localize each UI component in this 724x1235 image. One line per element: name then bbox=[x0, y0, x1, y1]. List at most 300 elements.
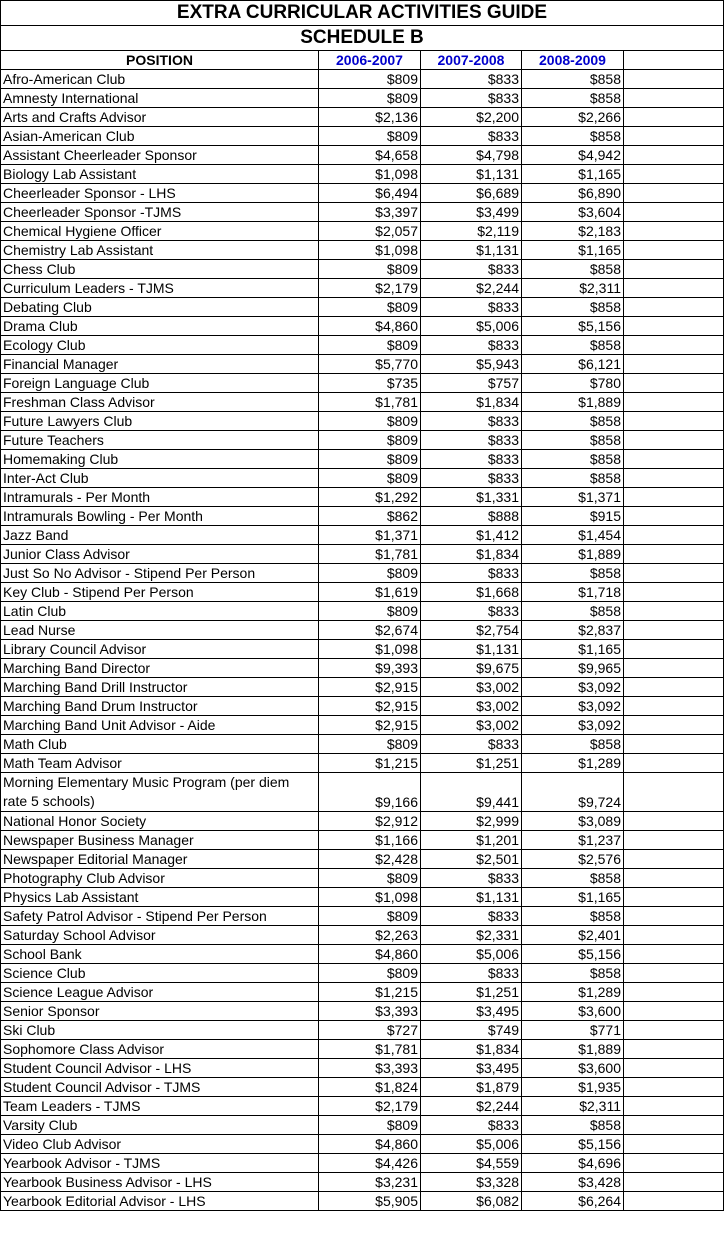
value-2007-2008-cell: $9,675 bbox=[421, 659, 522, 678]
value-2008-2009-cell: $3,428 bbox=[522, 1173, 624, 1192]
position-cell: Marching Band Drill Instructor bbox=[1, 678, 319, 697]
table-row bbox=[1, 1021, 724, 1040]
value-2008-2009-cell: $858 bbox=[522, 298, 624, 317]
empty-cell bbox=[624, 507, 724, 526]
empty-cell bbox=[624, 222, 724, 241]
table-row bbox=[1, 450, 724, 469]
position-cell: Ski Club bbox=[1, 1021, 319, 1040]
value-2007-2008-cell: $833 bbox=[421, 127, 522, 146]
empty-cell bbox=[624, 184, 724, 203]
value-2008-2009-cell: $1,165 bbox=[522, 241, 624, 260]
table-row bbox=[1, 165, 724, 184]
header-position: POSITION bbox=[1, 51, 319, 70]
value-2006-2007-cell: $5,905 bbox=[319, 1192, 421, 1211]
value-2008-2009-cell: $1,889 bbox=[522, 545, 624, 564]
empty-cell bbox=[624, 812, 724, 831]
value-2007-2008-cell: $833 bbox=[421, 1116, 522, 1135]
value-2007-2008-cell: $2,119 bbox=[421, 222, 522, 241]
position-cell: Newspaper Editorial Manager bbox=[1, 850, 319, 869]
position-cell: Intramurals - Per Month bbox=[1, 488, 319, 507]
value-2007-2008-cell: $6,082 bbox=[421, 1192, 522, 1211]
position-cell: Saturday School Advisor bbox=[1, 926, 319, 945]
empty-cell bbox=[624, 1021, 724, 1040]
value-2008-2009-cell: $858 bbox=[522, 1116, 624, 1135]
value-2008-2009-cell: $1,889 bbox=[522, 1040, 624, 1059]
empty-cell bbox=[624, 89, 724, 108]
value-2006-2007-cell: $9,393 bbox=[319, 659, 421, 678]
empty-cell bbox=[624, 1002, 724, 1021]
position-cell: Afro-American Club bbox=[1, 70, 319, 89]
position-cell: Cheerleader Sponsor -TJMS bbox=[1, 203, 319, 222]
value-2008-2009-cell: $4,696 bbox=[522, 1154, 624, 1173]
value-2006-2007-cell: $1,215 bbox=[319, 983, 421, 1002]
value-2007-2008-cell: $833 bbox=[421, 336, 522, 355]
value-2006-2007-cell: $3,397 bbox=[319, 203, 421, 222]
position-cell: Financial Manager bbox=[1, 355, 319, 374]
value-2007-2008-cell: $833 bbox=[421, 412, 522, 431]
table-row bbox=[1, 869, 724, 888]
value-2006-2007-cell: $1,098 bbox=[319, 640, 421, 659]
value-2008-2009-cell: $3,092 bbox=[522, 697, 624, 716]
value-2008-2009-cell: $1,165 bbox=[522, 165, 624, 184]
empty-cell bbox=[624, 678, 724, 697]
value-2006-2007-cell: $2,263 bbox=[319, 926, 421, 945]
position-cell: Debating Club bbox=[1, 298, 319, 317]
value-2006-2007-cell: $809 bbox=[319, 450, 421, 469]
table-row bbox=[1, 678, 724, 697]
value-2008-2009-cell: $915 bbox=[522, 507, 624, 526]
table-row bbox=[1, 1097, 724, 1116]
value-2006-2007-cell: $2,179 bbox=[319, 279, 421, 298]
value-2007-2008-cell: $833 bbox=[421, 260, 522, 279]
empty-cell bbox=[624, 469, 724, 488]
table-row bbox=[1, 583, 724, 602]
value-2008-2009-cell: $2,837 bbox=[522, 621, 624, 640]
empty-cell bbox=[624, 146, 724, 165]
value-2006-2007-cell: $5,770 bbox=[319, 355, 421, 374]
value-2006-2007-cell: $2,915 bbox=[319, 678, 421, 697]
table-row bbox=[1, 374, 724, 393]
value-2006-2007-cell: $2,915 bbox=[319, 716, 421, 735]
value-2007-2008-cell: $833 bbox=[421, 450, 522, 469]
table-row bbox=[1, 355, 724, 374]
position-cell: Varsity Club bbox=[1, 1116, 319, 1135]
value-2008-2009-cell: $771 bbox=[522, 1021, 624, 1040]
value-2008-2009-cell: $4,942 bbox=[522, 146, 624, 165]
value-2006-2007-cell: $809 bbox=[319, 70, 421, 89]
value-2007-2008-cell: $5,006 bbox=[421, 1135, 522, 1154]
value-2007-2008-cell: $2,501 bbox=[421, 850, 522, 869]
value-2008-2009-cell: $1,889 bbox=[522, 393, 624, 412]
position-cell: Yearbook Editorial Advisor - LHS bbox=[1, 1192, 319, 1211]
value-2006-2007-cell: $809 bbox=[319, 89, 421, 108]
empty-cell bbox=[624, 203, 724, 222]
table-row bbox=[1, 1078, 724, 1097]
value-2007-2008-cell: $3,002 bbox=[421, 697, 522, 716]
position-cell: Safety Patrol Advisor - Stipend Per Person bbox=[1, 907, 319, 926]
value-2006-2007-cell: $2,912 bbox=[319, 812, 421, 831]
value-2007-2008-cell: $6,689 bbox=[421, 184, 522, 203]
empty-cell bbox=[624, 431, 724, 450]
position-cell: Cheerleader Sponsor - LHS bbox=[1, 184, 319, 203]
value-2008-2009-cell: $858 bbox=[522, 70, 624, 89]
empty-cell bbox=[624, 526, 724, 545]
empty-cell bbox=[624, 108, 724, 127]
position-cell: Team Leaders - TJMS bbox=[1, 1097, 319, 1116]
value-2007-2008-cell: $3,495 bbox=[421, 1059, 522, 1078]
value-2006-2007-cell: $4,860 bbox=[319, 317, 421, 336]
table-row bbox=[1, 697, 724, 716]
value-2006-2007-cell: $4,860 bbox=[319, 1135, 421, 1154]
value-2008-2009-cell: $1,454 bbox=[522, 526, 624, 545]
table-row bbox=[1, 1192, 724, 1211]
table-row bbox=[1, 222, 724, 241]
value-2006-2007-cell: $2,428 bbox=[319, 850, 421, 869]
value-2008-2009-cell: $858 bbox=[522, 964, 624, 983]
sheet-subtitle: SCHEDULE B bbox=[1, 26, 724, 51]
table-row bbox=[1, 412, 724, 431]
header-2008-2009: 2008-2009 bbox=[522, 51, 624, 70]
empty-cell bbox=[624, 165, 724, 184]
position-cell: Senior Sponsor bbox=[1, 1002, 319, 1021]
table-row bbox=[1, 488, 724, 507]
value-2007-2008-cell: $888 bbox=[421, 507, 522, 526]
empty-cell bbox=[624, 1192, 724, 1211]
value-2007-2008-cell: $833 bbox=[421, 735, 522, 754]
table-row bbox=[1, 564, 724, 583]
empty-cell bbox=[624, 640, 724, 659]
value-2008-2009-cell: $1,935 bbox=[522, 1078, 624, 1097]
position-cell: Marching Band Drum Instructor bbox=[1, 697, 319, 716]
empty-cell bbox=[624, 869, 724, 888]
empty-cell bbox=[624, 1097, 724, 1116]
value-2006-2007-cell: $809 bbox=[319, 260, 421, 279]
table-row bbox=[1, 184, 724, 203]
table-row bbox=[1, 203, 724, 222]
value-2008-2009-cell: $2,311 bbox=[522, 279, 624, 298]
position-cell: Student Council Advisor - TJMS bbox=[1, 1078, 319, 1097]
header-2007-2008: 2007-2008 bbox=[421, 51, 522, 70]
value-2007-2008-cell: $3,328 bbox=[421, 1173, 522, 1192]
value-2007-2008-cell: $1,251 bbox=[421, 983, 522, 1002]
value-2008-2009-cell: $858 bbox=[522, 869, 624, 888]
value-2006-2007-cell: $809 bbox=[319, 869, 421, 888]
empty-cell bbox=[624, 735, 724, 754]
value-2007-2008-cell: $833 bbox=[421, 298, 522, 317]
empty-cell bbox=[624, 1059, 724, 1078]
empty-cell bbox=[624, 70, 724, 89]
empty-cell bbox=[624, 583, 724, 602]
value-2006-2007-cell: $862 bbox=[319, 507, 421, 526]
table-row bbox=[1, 831, 724, 850]
value-2006-2007-cell: $1,824 bbox=[319, 1078, 421, 1097]
value-2007-2008-cell: $3,495 bbox=[421, 1002, 522, 1021]
position-cell: Math Club bbox=[1, 735, 319, 754]
value-2007-2008-cell: $1,834 bbox=[421, 545, 522, 564]
value-2006-2007-cell: $4,426 bbox=[319, 1154, 421, 1173]
position-cell: Chemical Hygiene Officer bbox=[1, 222, 319, 241]
table-row bbox=[1, 507, 724, 526]
empty-cell bbox=[624, 1135, 724, 1154]
value-2007-2008-cell: $4,798 bbox=[421, 146, 522, 165]
table-row bbox=[1, 907, 724, 926]
empty-cell bbox=[624, 260, 724, 279]
value-2008-2009-cell: $858 bbox=[522, 89, 624, 108]
value-2006-2007-cell: $809 bbox=[319, 964, 421, 983]
table-row bbox=[1, 1040, 724, 1059]
value-2008-2009-cell: $858 bbox=[522, 907, 624, 926]
value-2008-2009-cell: $858 bbox=[522, 602, 624, 621]
value-2008-2009-cell: $1,237 bbox=[522, 831, 624, 850]
table-row bbox=[1, 317, 724, 336]
table-row bbox=[1, 469, 724, 488]
table-row bbox=[1, 431, 724, 450]
empty-cell bbox=[624, 659, 724, 678]
value-2008-2009-cell: $3,604 bbox=[522, 203, 624, 222]
table-row bbox=[1, 146, 724, 165]
value-2007-2008-cell: $1,131 bbox=[421, 888, 522, 907]
value-2008-2009-cell: $3,092 bbox=[522, 678, 624, 697]
sheet-title: EXTRA CURRICULAR ACTIVITIES GUIDE bbox=[1, 1, 724, 26]
value-2008-2009-cell: $3,600 bbox=[522, 1002, 624, 1021]
value-2008-2009-cell: $1,165 bbox=[522, 640, 624, 659]
table-row bbox=[1, 659, 724, 678]
value-2007-2008-cell: $1,834 bbox=[421, 1040, 522, 1059]
empty-cell bbox=[624, 945, 724, 964]
table-row bbox=[1, 754, 724, 773]
value-2007-2008-cell: $1,668 bbox=[421, 583, 522, 602]
empty-cell bbox=[624, 564, 724, 583]
value-2008-2009-cell: $858 bbox=[522, 735, 624, 754]
value-2008-2009-cell: $1,718 bbox=[522, 583, 624, 602]
value-2008-2009-cell: $5,156 bbox=[522, 1135, 624, 1154]
value-2008-2009-cell: $3,600 bbox=[522, 1059, 624, 1078]
value-2008-2009-cell: $858 bbox=[522, 336, 624, 355]
table-row bbox=[1, 1135, 724, 1154]
value-2006-2007-cell: $1,166 bbox=[319, 831, 421, 850]
table-row bbox=[1, 773, 724, 812]
value-2006-2007-cell: $809 bbox=[319, 431, 421, 450]
table-row bbox=[1, 108, 724, 127]
table-row bbox=[1, 393, 724, 412]
table-row bbox=[1, 279, 724, 298]
value-2007-2008-cell: $833 bbox=[421, 602, 522, 621]
position-cell: National Honor Society bbox=[1, 812, 319, 831]
value-2007-2008-cell: $833 bbox=[421, 431, 522, 450]
value-2006-2007-cell: $809 bbox=[319, 412, 421, 431]
table-row bbox=[1, 89, 724, 108]
value-2006-2007-cell: $809 bbox=[319, 564, 421, 583]
empty-cell bbox=[624, 488, 724, 507]
value-2006-2007-cell: $2,674 bbox=[319, 621, 421, 640]
table-row bbox=[1, 735, 724, 754]
value-2008-2009-cell: $858 bbox=[522, 127, 624, 146]
value-2006-2007-cell: $2,136 bbox=[319, 108, 421, 127]
value-2006-2007-cell: $727 bbox=[319, 1021, 421, 1040]
value-2008-2009-cell: $2,311 bbox=[522, 1097, 624, 1116]
empty-cell bbox=[624, 412, 724, 431]
position-cell: Amnesty International bbox=[1, 89, 319, 108]
position-cell: Future Teachers bbox=[1, 431, 319, 450]
position-cell: Library Council Advisor bbox=[1, 640, 319, 659]
value-2006-2007-cell: $1,371 bbox=[319, 526, 421, 545]
table-row bbox=[1, 850, 724, 869]
empty-cell bbox=[624, 983, 724, 1002]
position-cell: Yearbook Advisor - TJMS bbox=[1, 1154, 319, 1173]
value-2006-2007-cell: $2,915 bbox=[319, 697, 421, 716]
value-2006-2007-cell: $6,494 bbox=[319, 184, 421, 203]
position-cell: Drama Club bbox=[1, 317, 319, 336]
value-2007-2008-cell: $2,331 bbox=[421, 926, 522, 945]
table-row bbox=[1, 1116, 724, 1135]
value-2008-2009-cell: $780 bbox=[522, 374, 624, 393]
position-cell: Marching Band Unit Advisor - Aide bbox=[1, 716, 319, 735]
value-2007-2008-cell: $2,754 bbox=[421, 621, 522, 640]
value-2006-2007-cell: $1,098 bbox=[319, 165, 421, 184]
value-2007-2008-cell: $5,943 bbox=[421, 355, 522, 374]
value-2007-2008-cell: $833 bbox=[421, 964, 522, 983]
table-row bbox=[1, 602, 724, 621]
value-2006-2007-cell: $1,098 bbox=[319, 888, 421, 907]
value-2007-2008-cell: $833 bbox=[421, 564, 522, 583]
value-2008-2009-cell: $1,289 bbox=[522, 983, 624, 1002]
value-2006-2007-cell: $1,098 bbox=[319, 241, 421, 260]
table-row bbox=[1, 1002, 724, 1021]
value-2007-2008-cell: $1,201 bbox=[421, 831, 522, 850]
position-cell: Newspaper Business Manager bbox=[1, 831, 319, 850]
table-row bbox=[1, 640, 724, 659]
position-cell: Inter-Act Club bbox=[1, 469, 319, 488]
value-2006-2007-cell: $1,781 bbox=[319, 1040, 421, 1059]
value-2008-2009-cell: $1,371 bbox=[522, 488, 624, 507]
position-cell: School Bank bbox=[1, 945, 319, 964]
value-2007-2008-cell: $833 bbox=[421, 70, 522, 89]
table-row bbox=[1, 70, 724, 89]
value-2007-2008-cell: $1,131 bbox=[421, 165, 522, 184]
value-2006-2007-cell: $3,393 bbox=[319, 1059, 421, 1078]
empty-cell bbox=[624, 1116, 724, 1135]
value-2007-2008-cell: $4,559 bbox=[421, 1154, 522, 1173]
value-2008-2009-cell: $1,289 bbox=[522, 754, 624, 773]
empty-cell bbox=[624, 697, 724, 716]
value-2008-2009-cell: $2,266 bbox=[522, 108, 624, 127]
position-cell: Intramurals Bowling - Per Month bbox=[1, 507, 319, 526]
empty-cell bbox=[624, 374, 724, 393]
empty-cell bbox=[624, 336, 724, 355]
empty-cell bbox=[624, 1173, 724, 1192]
empty-cell bbox=[624, 127, 724, 146]
table-row bbox=[1, 260, 724, 279]
position-cell: Assistant Cheerleader Sponsor bbox=[1, 146, 319, 165]
empty-cell bbox=[624, 450, 724, 469]
empty-cell bbox=[624, 754, 724, 773]
table-row bbox=[1, 241, 724, 260]
value-2008-2009-cell: $5,156 bbox=[522, 945, 624, 964]
table-row bbox=[1, 812, 724, 831]
position-cell: Latin Club bbox=[1, 602, 319, 621]
value-2007-2008-cell: $2,244 bbox=[421, 279, 522, 298]
value-2007-2008-cell: $2,244 bbox=[421, 1097, 522, 1116]
position-cell: Marching Band Director bbox=[1, 659, 319, 678]
position-cell: Photography Club Advisor bbox=[1, 869, 319, 888]
value-2008-2009-cell: $2,183 bbox=[522, 222, 624, 241]
value-2007-2008-cell: $9,441 bbox=[421, 773, 522, 812]
value-2006-2007-cell: $4,658 bbox=[319, 146, 421, 165]
position-cell: Ecology Club bbox=[1, 336, 319, 355]
position-cell: Junior Class Advisor bbox=[1, 545, 319, 564]
table-row bbox=[1, 1154, 724, 1173]
position-cell: Morning Elementary Music Program (per diem rate 5 schools) bbox=[1, 773, 319, 812]
value-2007-2008-cell: $1,131 bbox=[421, 640, 522, 659]
empty-cell bbox=[624, 355, 724, 374]
empty-cell bbox=[624, 317, 724, 336]
position-cell: Sophomore Class Advisor bbox=[1, 1040, 319, 1059]
table-body bbox=[1, 1, 724, 1211]
value-2006-2007-cell: $1,781 bbox=[319, 545, 421, 564]
position-cell: Arts and Crafts Advisor bbox=[1, 108, 319, 127]
table-row bbox=[1, 888, 724, 907]
table-row bbox=[1, 545, 724, 564]
value-2008-2009-cell: $858 bbox=[522, 260, 624, 279]
value-2008-2009-cell: $3,092 bbox=[522, 716, 624, 735]
value-2008-2009-cell: $9,965 bbox=[522, 659, 624, 678]
position-cell: Freshman Class Advisor bbox=[1, 393, 319, 412]
position-cell: Just So No Advisor - Stipend Per Person bbox=[1, 564, 319, 583]
value-2008-2009-cell: $2,576 bbox=[522, 850, 624, 869]
empty-cell bbox=[624, 1154, 724, 1173]
header-2006-2007: 2006-2007 bbox=[319, 51, 421, 70]
empty-cell bbox=[624, 545, 724, 564]
value-2006-2007-cell: $1,215 bbox=[319, 754, 421, 773]
position-cell: Math Team Advisor bbox=[1, 754, 319, 773]
empty-cell bbox=[624, 926, 724, 945]
table-row bbox=[1, 945, 724, 964]
position-cell: Science Club bbox=[1, 964, 319, 983]
value-2007-2008-cell: $749 bbox=[421, 1021, 522, 1040]
position-cell: Yearbook Business Advisor - LHS bbox=[1, 1173, 319, 1192]
empty-cell bbox=[624, 850, 724, 869]
position-cell: Lead Nurse bbox=[1, 621, 319, 640]
table-row bbox=[1, 1173, 724, 1192]
value-2007-2008-cell: $5,006 bbox=[421, 317, 522, 336]
table-row bbox=[1, 716, 724, 735]
value-2006-2007-cell: $809 bbox=[319, 602, 421, 621]
position-cell: Science League Advisor bbox=[1, 983, 319, 1002]
position-cell: Foreign Language Club bbox=[1, 374, 319, 393]
empty-cell bbox=[624, 716, 724, 735]
empty-cell bbox=[624, 602, 724, 621]
table-row bbox=[1, 1059, 724, 1078]
value-2008-2009-cell: $6,121 bbox=[522, 355, 624, 374]
subtitle-row bbox=[1, 26, 724, 51]
value-2006-2007-cell: $1,619 bbox=[319, 583, 421, 602]
value-2008-2009-cell: $9,724 bbox=[522, 773, 624, 812]
position-cell: Biology Lab Assistant bbox=[1, 165, 319, 184]
value-2007-2008-cell: $2,999 bbox=[421, 812, 522, 831]
table-row bbox=[1, 926, 724, 945]
value-2007-2008-cell: $3,499 bbox=[421, 203, 522, 222]
value-2006-2007-cell: $1,781 bbox=[319, 393, 421, 412]
value-2006-2007-cell: $9,166 bbox=[319, 773, 421, 812]
value-2006-2007-cell: $809 bbox=[319, 127, 421, 146]
empty-cell bbox=[624, 393, 724, 412]
position-cell: Curriculum Leaders - TJMS bbox=[1, 279, 319, 298]
value-2007-2008-cell: $1,331 bbox=[421, 488, 522, 507]
value-2006-2007-cell: $809 bbox=[319, 1116, 421, 1135]
empty-cell bbox=[624, 773, 724, 812]
table-row bbox=[1, 127, 724, 146]
table-row bbox=[1, 983, 724, 1002]
